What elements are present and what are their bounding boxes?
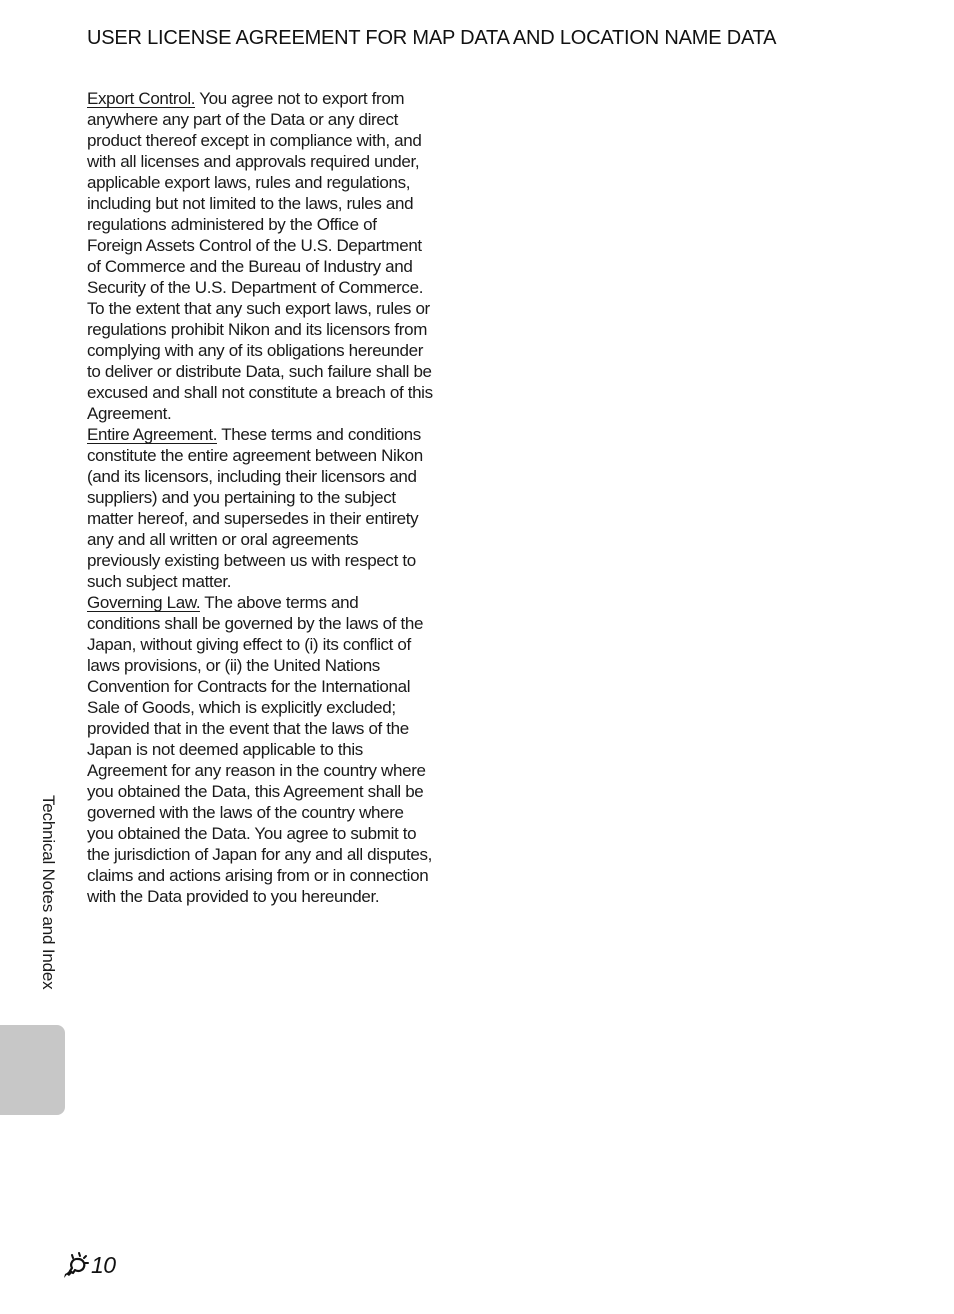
text-line: regulations administered by the Office of — [87, 215, 377, 234]
text-line: with all licenses and approvals required under, — [87, 152, 420, 171]
text-line: previously existing between us with respect to — [87, 551, 416, 570]
text-line: applicable export laws, rules and regulations, — [87, 173, 411, 192]
text-line: constitute the entire agreement between Nikon — [87, 446, 423, 465]
text-line: laws provisions, or (ii) the United Nations — [87, 656, 380, 675]
text-line: Sale of Goods, which is explicitly excluded; — [87, 698, 396, 717]
section-export-control: Export Control. You agree not to export from anywhere any part of the Data or any direct product thereof except in compliance with, and with all licenses and approvals required under, applicable export laws, rules and regulations, including but not limited to the laws, rules and regulations administered by the Office of Foreign Assets Control of the U.S. Department of Commerce and the Bureau of Industry and Security of the U.S. Department of Commerce. To the extent that any such export laws, rules or regulations prohibit Nikon and its licensors from complying with any of its obligations hereunder to deliver or distribute Data, such failure shall be excused and shall not constitute a breach of this Agreement. — [87, 88, 459, 424]
text-line: anywhere any part of the Data or any direct — [87, 110, 398, 129]
text-line: Japan, without giving effect to (i) its conflict of — [87, 635, 411, 654]
section-entire-agreement: Entire Agreement. These terms and conditions constitute the entire agreement between Nikon (and its licensors, including their licensors and suppliers) and you pertaining to the subject matter hereof, and supersedes in their entirety any and all written or oral agreements previously existing between us with respect to such subject matter. — [87, 424, 459, 592]
text-line: you obtained the Data, this Agreement shall be — [87, 782, 424, 801]
text-line: excused and shall not constitute a breach of this — [87, 383, 433, 402]
text-line: of Commerce and the Bureau of Industry and — [87, 257, 413, 276]
text-line: complying with any of its obligations hereunder — [87, 341, 424, 360]
text-line: any and all written or oral agreements — [87, 530, 359, 549]
text-line: the jurisdiction of Japan for any and all disputes, — [87, 845, 433, 864]
section-heading: Export Control. — [87, 89, 196, 108]
text-line: Foreign Assets Control of the U.S. Department — [87, 236, 422, 255]
page-number: 10 — [91, 1251, 116, 1278]
text-line: (and its licensors, including their licensors and — [87, 467, 417, 486]
text-line: product thereof except in compliance with, and — [87, 131, 422, 150]
section-governing-law: Governing Law. The above terms and conditions shall be governed by the laws of the Japan, without giving effect to (i) its conflict of laws provisions, or (ii) the United Nations Convention for Contracts for the International Sale of Goods, which is explicitly excluded; provided that in the event that the laws of the Japan is not deemed applicable to this Agreement for any reason in the country where you obtained the Data, this Agreement shall be governed with the laws of the country where you obtained the Data. You agree to submit to the jurisdiction of Japan for any and all disputes, claims and actions arising from or in connection with the Data provided to you hereunder. — [87, 592, 459, 907]
text-line: such subject matter. — [87, 572, 232, 591]
text-line: you obtained the Data. You agree to submit to — [87, 824, 417, 843]
text-line: matter hereof, and supersedes in their entirety — [87, 509, 419, 528]
text-line: claims and actions arising from or in connection — [87, 866, 429, 885]
text-line: Japan is not deemed applicable to this — [87, 740, 363, 759]
agreement-body — [87, 88, 459, 907]
text-line: to deliver or distribute Data, such failure shall be — [87, 362, 432, 381]
text-line: Security of the U.S. Department of Commerce. — [87, 278, 424, 297]
section-heading: Governing Law. — [87, 593, 201, 612]
text-line: Agreement. — [87, 404, 172, 423]
bulb-pencil-icon — [60, 1250, 90, 1280]
side-tab-marker — [0, 1025, 65, 1115]
text-line: Convention for Contracts for the International — [87, 677, 411, 696]
section-heading: Entire Agreement. — [87, 425, 218, 444]
text-line: regulations prohibit Nikon and its licensors from — [87, 320, 428, 339]
page-title: USER LICENSE AGREEMENT FOR MAP DATA AND LOCATION NAME DATA — [87, 27, 777, 49]
text-line: Agreement for any reason in the country where — [87, 761, 426, 780]
text-line: governed with the laws of the country where — [87, 803, 404, 822]
text-line: conditions shall be governed by the laws of the — [87, 614, 424, 633]
side-tab-label: Technical Notes and Index — [39, 795, 58, 990]
text-line: including but not limited to the laws, rules and — [87, 194, 414, 213]
text-line: To the extent that any such export laws, rules or — [87, 299, 430, 318]
text-line: suppliers) and you pertaining to the subject — [87, 488, 396, 507]
text-line: provided that in the event that the laws of the — [87, 719, 409, 738]
text-line: with the Data provided to you hereunder. — [87, 887, 380, 906]
page-footer — [60, 1250, 116, 1280]
